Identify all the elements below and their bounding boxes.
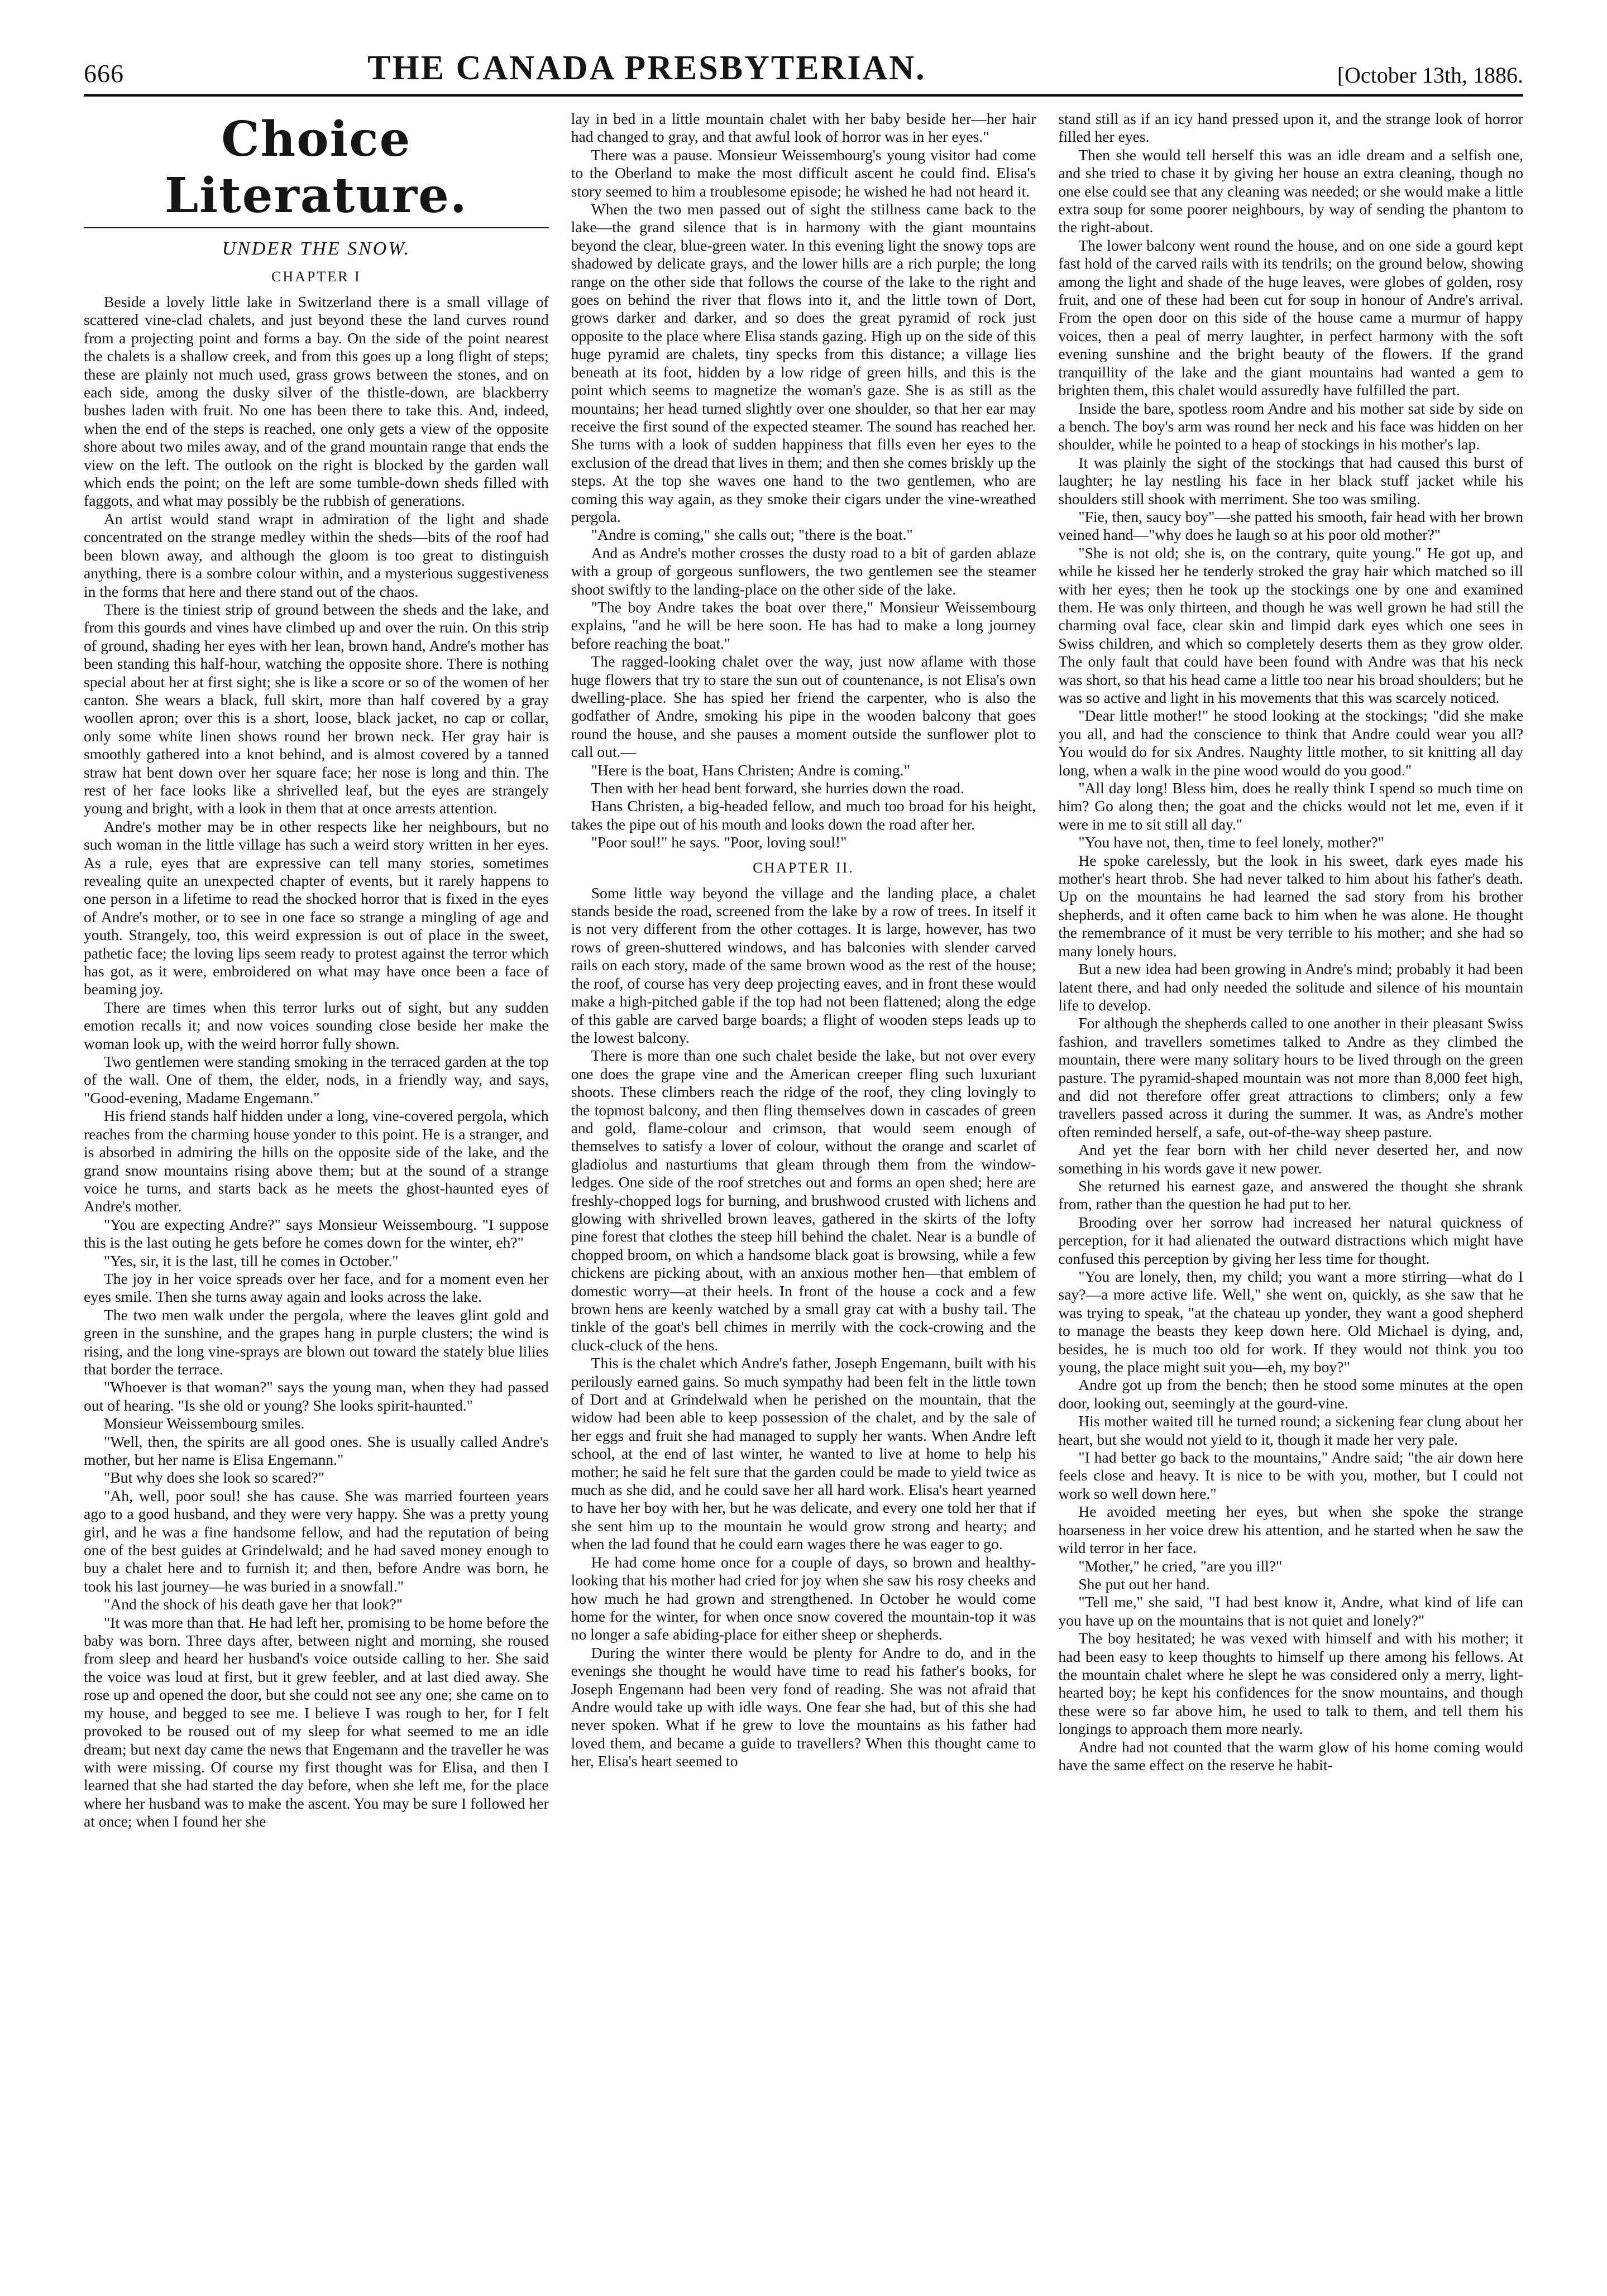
chapter-heading: CHAPTER I — [271, 269, 361, 285]
paragraph: An artist would stand wrapt in admiration of the light and shade concentrated on the strange medley within the sheds—bits of the roof had been blown away, and although the gloom is too great to distinguish anything, there is a sombre colour within, and a mysterious suggestiveness in the forms that here and there stand out of the chaos. — [84, 510, 549, 600]
paragraph: Inside the bare, spotless room Andre and his mother sat side by side on a bench. The boy's arm was round her neck and his face was hidden on her shoulder, while he pointed to a heap of stockings in his mother's lap. — [1058, 399, 1523, 453]
paragraph: "It was more than that. He had left her, promising to be home before the baby was born. Three days after, between night and morning, she roused from sleep and heard her husband's voice outside calling to her. She said the voice was loud at first, but it grew feebler, and at last died away. She rose up and opened the door, but she could not see any one; she came on to my house, and begged to see me. I believe I was rough to her, for I felt provoked to be roused out of my sleep for what seemed to me an idle dream; but next day came the news that Engemann and the traveller he was with were missing. Of course my first thought was for Elisa, and then I learned that she had started the day before, when she left me, for the place where her husband was to make the ascent. You may be sure I followed her at once; when I found her she — [84, 1613, 549, 1830]
paragraph: "Fie, then, saucy boy"—she patted his smooth, fair head with her brown veined hand—"why does he laugh so at his poor old mother?" — [1058, 507, 1523, 544]
page-number: 666 — [84, 59, 124, 88]
paragraph: The ragged-looking chalet over the way, just now aflame with those huge flowers that try to stare the sun out of countenance, is not Elisa's own dwelling-place. She has spied her friend the carpenter, who is also the godfather of Andre, smoking his pipe in the wooden balcony that goes round the house, and she pauses a moment outside the sunflower plot to call out.— — [571, 653, 1036, 761]
paragraph: "Poor soul!" he says. "Poor, loving soul!" — [591, 833, 847, 851]
paragraph: For although the shepherds called to one another in their pleasant Swiss fashion, and travellers sometimes talked to Andre as they climbed the mountain, there were many solitary hours to be lived through on the green pasture. The pyramid-shaped mountain was not more than 8,000 feet high, and did not therefore offer great attractions to climbers; only a few travellers passed across it during the summer. It was, as Andre's mother often reminded herself, a safe, out-of-the-way sheep pasture. — [1058, 1014, 1523, 1140]
column-1 — [84, 110, 549, 2281]
paragraph: "The boy Andre takes the boat over there," Monsieur Weissembourg explains, "and he will be here soon. He has had to make a long journey before reaching the boat." — [571, 598, 1036, 652]
paragraph: "Yes, sir, it is the last, till he comes in October." — [104, 1252, 399, 1269]
column-3 — [1058, 110, 1523, 2281]
issue-date: [October 13th, 1886. — [1337, 63, 1523, 88]
paragraph: Some little way beyond the village and the landing place, a chalet stands beside the road, screened from the lake by a row of trees. In itself it is not very different from the other cottages. It is large, however, has two rows of green-shuttered windows, and has balconies with slender carved rails on each story, made of the same brown wood as the rest of the house; the roof, of course has very deep projecting eaves, and in front these would make a high-pitched gable if the top had not been flattened; along the edge of this gable are carved barge boards; a flight of wooden steps leads up to the lowest balcony. — [571, 884, 1036, 1046]
paragraph: When the two men passed out of sight the stillness came back to the lake—the grand silence that is in harmony with the giant mountains beyond the clear, blue-green water. In this evening light the snowy tops are shadowed by delicate grays, and the lower hills are a rich purple; the long range on the other side that follows the course of the lake to the right and goes on behind the river that flows into it, and the little town of Dort, grows darker and darker, and so does the great pyramid of rock just opposite to the place where Elisa stands gazing. High up on the side of this huge pyramid are chalets, tiny specks from this distance; a village lies beneath at its foot, hidden by a low ridge of green hills, and this is the point which seems to magnetize the woman's gaze. She is as still as the mountains; her head turned slightly over one shoulder, so that her ear may receive the first sound of the expected steamer. The sound has reached her. She turns with a look of sudden happiness that fills even her eyes to the exclusion of the dread that lives in them; and then she comes briskly up the steps. At the top she waves one hand to the two gentlemen, who are coming this way again, as they smoke their cigars under the vine-wreathed pergola. — [571, 200, 1036, 525]
paragraph: stand still as if an icy hand pressed upon it, and the strange look of horror filled her eyes. — [1058, 110, 1523, 146]
paragraph: And as Andre's mother crosses the dusty road to a bit of garden ablaze with a group of gorgeous sunflowers, the two gentlemen see the steamer shoot swiftly to the landing-place on the other side of the lake. — [571, 544, 1036, 598]
column-2 — [571, 110, 1036, 2281]
paragraph: There was a pause. Monsieur Weissembourg's young visitor had come to the Oberland to make the most difficult ascent he could find. Elisa's story seemed to him a troublesome episode; he wished he had not heard it. — [571, 146, 1036, 200]
paragraph: He had come home once for a couple of days, so brown and healthy-looking that his mother had cried for joy when she saw his rosy cheeks and how much he had grown and strengthened. In October he would come home for the winter, for when once snow covered the mountain-top it was no longer a safe abiding-place for either sheep or shepherds. — [571, 1553, 1036, 1643]
paragraph: "Tell me," she said, "I had best know it, Andre, what kind of life can you have up on the mountains that is not quiet and lonely?" — [1058, 1593, 1523, 1629]
paragraph: Andre's mother may be in other respects like her neighbours, but no such woman in the little village has such a weird story written in her eyes. As a rule, eyes that are expressive can tell many stories, sometimes revealing quite an unexpected chapter of events, but it rarely happens to one person in a lifetime to read the shocked horror that is fixed in the eyes of Andre's mother, or to see in one face so strange a mingling of age and youth. Strangely, too, this weird expression is out of place in the sweet, pathetic face; the loving lips seem ready to protest against the terror which has got, as it were, embroidered on what may have once been a face of beaming joy. — [84, 817, 549, 998]
paragraph: There is the tiniest strip of ground between the sheds and the lake, and from this gourds and vines have climbed up and over the ruin. On this strip of ground, shading her eyes with her lean, brown hand, Andre's mother has been standing this half-hour, watching the opposite shore. There is nothing special about her at first sight; she is like a score or so of the women of her canton. She wears a black, full skirt, more than half covered by a gray woollen apron; over this is a short, loose, black jacket, no cap or collar, only some white linen shows round her brown neck. Her gray hair is smoothly gathered into a knot behind, and is almost covered by a tanned straw hat bent down over her square face; her nose is long and thin. The rest of her face looks like a shrivelled leaf, but the eyes are strangely young and bright, with a look in them that at once arrests attention. — [84, 600, 549, 817]
paragraph: "Here is the boat, Hans Christen; Andre is coming." — [591, 761, 910, 779]
paragraph: Two gentlemen were standing smoking in the terraced garden at the top of the wall. One of them, the elder, nods, in a friendly way, and says, "Good-evening, Madame Engemann." — [84, 1053, 549, 1106]
paragraph: This is the chalet which Andre's father, Joseph Engemann, built with his perilously earned gains. So much sympathy had been felt in the little town of Dort and at Grindelwald when he perished on the mountain, that the widow had been able to keep possession of the chalet, and by the sale of her eggs and fruit she had managed to supply her wants. When Andre left school, at the end of last winter, he wanted to live at home to help his mother; he said he felt sure that the garden could be made to yield twice as much as she did, and he could save her all hard work. Elisa's heart yearned to have her boy with her, but he was delicate, and every one told her that if she sent him up to the mountain he would grow strong and hearty; and when the lad found that he could earn wages there he was eager to go. — [571, 1354, 1036, 1553]
journal-title: THE CANADA PRESBYTERIAN. — [367, 49, 926, 87]
paragraph: lay in bed in a little mountain chalet with her baby beside her—her hair had changed to gray, and that awful look of horror was in her eyes." — [571, 110, 1036, 146]
paragraph: She returned his earnest gaze, and answered the thought she shrank from, rather than the question he had put to her. — [1058, 1177, 1523, 1213]
paragraph: But a new idea had been growing in Andre's mind; probably it had been latent there, and had only needed the solitude and silence of his mountain life to develop. — [1058, 960, 1523, 1014]
column-3-text — [1058, 110, 1523, 1774]
paragraph: "Whoever is that woman?" says the young man, when they had passed out of hearing. "Is she old or young? She looks spirit-haunted." — [84, 1378, 549, 1414]
paragraph: The boy hesitated; he was vexed with himself and with his mother; it had been easy to keep thoughts to himself up there among his fellows. At the mountain chalet where he slept he was considered only a merry, light-hearted boy; he kept his confidences for the snow mountains, and though these were so far above him, he used to talk to them, and tell them his longings to approach them more nearly. — [1058, 1629, 1523, 1738]
paragraph: There are times when this terror lurks out of sight, but any sudden emotion recalls it; and now voices sounding close beside her make the woman look up, with the weird horror fully shown. — [84, 998, 549, 1052]
story-title: UNDER THE SNOW. — [222, 238, 411, 259]
paragraph: His mother waited till he turned round; a sickening fear clung about her heart, but she would not yield to it, though it made her very pale. — [1058, 1412, 1523, 1448]
paragraph: He spoke carelessly, but the look in his sweet, dark eyes made his mother's heart throb. She had never talked to him about his father's death. Up on the mountains he had learned the sad story from his brother shepherds, and it often came back to him when he was alone. He thought the remembrance of it must be very terrible to his mother; and she had so many lonely hours. — [1058, 851, 1523, 960]
column-2-text-b — [571, 884, 1036, 1771]
paragraph: Andre got up from the bench; then he stood some minutes at the open door, looking out, seemingly at the gourd-vine. — [1058, 1376, 1523, 1412]
paragraph: During the winter there would be plenty for Andre to do, and in the evenings she thought he would have time to read his father's books, for Joseph Engemann had been very fond of reading. She was not afraid that Andre would take up with idle ways. One fear she had, but of this she had never spoken. What if he grew to love the mountains as his father had loved them, and became a guide to travellers? When this thought came to her, Elisa's heart seemed to — [571, 1643, 1036, 1770]
paragraph: His friend stands half hidden under a long, vine-covered pergola, which reaches from the charming house yonder to this point. He is a stranger, and is absorbed in admiring the hills on the opposite side of the lake, and the grand snow mountains rising above them; but at the sound of a strange voice he turns, and starts back as he meets the ghost-haunted eyes of Andre's mother. — [84, 1107, 549, 1215]
paragraph: "And the shock of his death gave her that look?" — [104, 1595, 403, 1613]
title-divider — [84, 227, 549, 228]
paragraph: The lower balcony went round the house, and on one side a gourd kept fast hold of the carved rails with its tendrils; on the ground below, showing among the light and shade of the huge leaves, were globes of golden, rosy fruit, and one of these had been cut for soup in honour of Andre's arrival. From the open door on this side of the house came a murmur of happy voices, then a peal of merry laughter, in perfect harmony with the soft evening sunshine and the bright beauty of the flowers. If the grand tranquillity of the lake and the giant mountains had wanted a gem to brighten them, this chalet would assuredly have fulfilled the part. — [1058, 236, 1523, 399]
paragraph: "Ah, well, poor soul! she has cause. She was married fourteen years ago to a good husband, and they were very happy. She was a pretty young girl, and he was a fine handsome fellow, and had the reputation of being one of the best guides at Grindelwald; and he had saved money enough to buy a chalet here and to furnish it; and then, before Andre was born, he took his last journey—he was buried in a snowfall." — [84, 1487, 549, 1595]
paragraph: Andre had not counted that the warm glow of his home coming would have the same effect on the reserve he habit- — [1058, 1738, 1523, 1773]
paragraph: She put out her hand. — [1078, 1575, 1210, 1593]
paragraph: "Mother," he cried, "are you ill?" — [1078, 1557, 1283, 1575]
paragraph: "All day long! Bless him, does he really think I spend so much time on him? Go along then; the goat and the chicks would not let me, even if it were in me to sit still all day." — [1058, 779, 1523, 833]
paragraph: Monsieur Weissembourg smiles. — [104, 1415, 305, 1432]
paragraph: Beside a lovely little lake in Switzerland there is a small village of scattered vine-clad chalets, and just beyond these the land curves round from a projecting point and forms a bay. On the side of the point nearest the chalets is a shallow creek, and from this goes up a long flight of steps; these are plainly not much used, grass grows between the stones, and on each side, among the dusky silver of the thistle-down, are blackberry bushes laden with fruit. No one has been there to take this. And, indeed, when the end of the steps is reached, one only gets a view of the opposite shore about two miles away, and of the grand mountain range that ends the view on the left. The outlook on the right is blocked by the garden wall which ends the point; on the left are some tumble-down sheds filled with faggots, and what may possibly be the rubbish of generations. — [84, 293, 549, 510]
paragraph: The joy in her voice spreads over her face, and for a moment even her eyes smile. Then she turns away again and looks across the lake. — [84, 1269, 549, 1306]
paragraph: "But why does she look so scared?" — [104, 1469, 324, 1487]
paragraph: "Dear little mother!" he stood looking at the stockings; "did she make you all, and had the conscience to think that Andre could wear you all? You would do for six Andres. Naughty little mother, to sit knitting all day long, when a walk in the pine wood would do you good." — [1058, 707, 1523, 779]
paragraph: "You are lonely, then, my child; you want a more stirring—what do I say?—a more active life. Well," she went on, quickly, as she saw that he was trying to speak, "at the chateau up yonder, they want a good shepherd to manage the beasts they keep down here. Old Michael is dying, and, besides, he is much too old for work. If they would not think you too young, the place might suit you—eh, my boy?" — [1058, 1268, 1523, 1376]
paragraph: It was plainly the sight of the stockings that had caused this burst of laughter; he lay nestling his face in her black stuff jacket while his shoulders still shook with merriment. She too was smiling. — [1058, 453, 1523, 507]
paragraph: Brooding over her sorrow had increased her natural quickness of perception, for it had alienated the outward distractions which might have confused this perception by giving her less time for thought. — [1058, 1213, 1523, 1267]
column-2-text-a — [571, 110, 1036, 852]
page-header — [84, 49, 1523, 97]
paragraph: He avoided meeting her eyes, but when she spoke the strange hoarseness in her voice drew his attention, and he started when he saw the wild terror in her face. — [1058, 1503, 1523, 1557]
paragraph: Then she would tell herself this was an idle dream and a selfish one, and she tried to chase it by giving her house an extra cleaning, though no one else could see that any cleaning was needed; or she would make a little extra soup for some poorer neighbours, by way of sending the phantom to the right-about. — [1058, 146, 1523, 236]
paragraph: Hans Christen, a big-headed fellow, and much too broad for his height, takes the pipe out of his mouth and looks down the road after her. — [571, 797, 1036, 833]
chapter-heading: CHAPTER II. — [753, 859, 854, 876]
paragraph: And yet the fear born with her child never deserted her, and now something in his words gave it new power. — [1058, 1141, 1523, 1177]
paragraph: "Well, then, the spirits are all good ones. She is usually called Andre's mother, but her name is Elisa Engemann." — [84, 1432, 549, 1468]
paragraph: "She is not old; she is, on the contrary, quite young." He got up, and while he kissed her he tenderly stroked the gray hair which matched so ill with her eyes; then he took up the stockings one by one and examined them. He was only thirteen, and though he was well grown he had still the charming oval face, clear skin and limpid dark eyes which one sees in Swiss children, and which so completely deserts them as they grow older. The only fault that could have been found with Andre was that his neck was short, so that his head came a little too near his broad shoulders; but he was so active and light in his movements that this was scarcely noticed. — [1058, 544, 1523, 706]
paragraph: There is more than one such chalet beside the lake, but not over every one does the grape vine and the American creeper fling such luxuriant shoots. These climbers reach the ridge of the roof, they cling lovingly to the topmost balcony, and then fling themselves down in cascades of green and gold, flame-colour and crimson, that would seem enough of themselves to satisfy a lover of colour, without the orange and scarlet of gladiolus and nasturtiums that gleam through them from the window-ledges. One side of the roof stretches out and forms an open shed; here are freshly-chopped logs for burning, and brushwood crusted with lichens and glowing with shrivelled brown leaves, gathered in the skirts of the lofty pine forest that clothes the steep hill behind the chalet. Near is a bundle of chopped broom, on which a handsome black goat is browsing, while a few chickens are picking about, with an anxious mother hen—that emblem of domestic worry—at their heels. In front of the house a cock and a few brown hens are keenly watched by a small gray cat with a bushy tail. The tinkle of the goat's bell chimes in merrily with the cock-crowing and the cluck-cluck of the hens. — [571, 1047, 1036, 1354]
paragraph: Then with her head bent forward, she hurries down the road. — [591, 779, 964, 797]
paragraph: "Andre is coming," she calls out; "there is the boat." — [591, 526, 913, 544]
paragraph: The two men walk under the pergola, where the leaves glint gold and green in the sunshine, and the grapes hang in purple clusters; the wind is rising, and the long vine-sprays are blown out toward the stately blue lilies that border the terrace. — [84, 1306, 549, 1378]
column-1-text — [84, 293, 549, 1831]
paragraph: "You are expecting Andre?" says Monsieur Weissembourg. "I suppose this is the last outing he gets before he comes down for the winter, eh?" — [84, 1215, 549, 1252]
article-columns — [84, 110, 1523, 2281]
paragraph: "You have not, then, time to feel lonely, mother?" — [1078, 833, 1384, 851]
section-title: Choice Literature. — [164, 111, 468, 224]
paragraph: "I had better go back to the mountains," Andre said; "the air down here feels close and heavy. It is nice to be with you, mother, but I could not work so well down here." — [1058, 1449, 1523, 1502]
